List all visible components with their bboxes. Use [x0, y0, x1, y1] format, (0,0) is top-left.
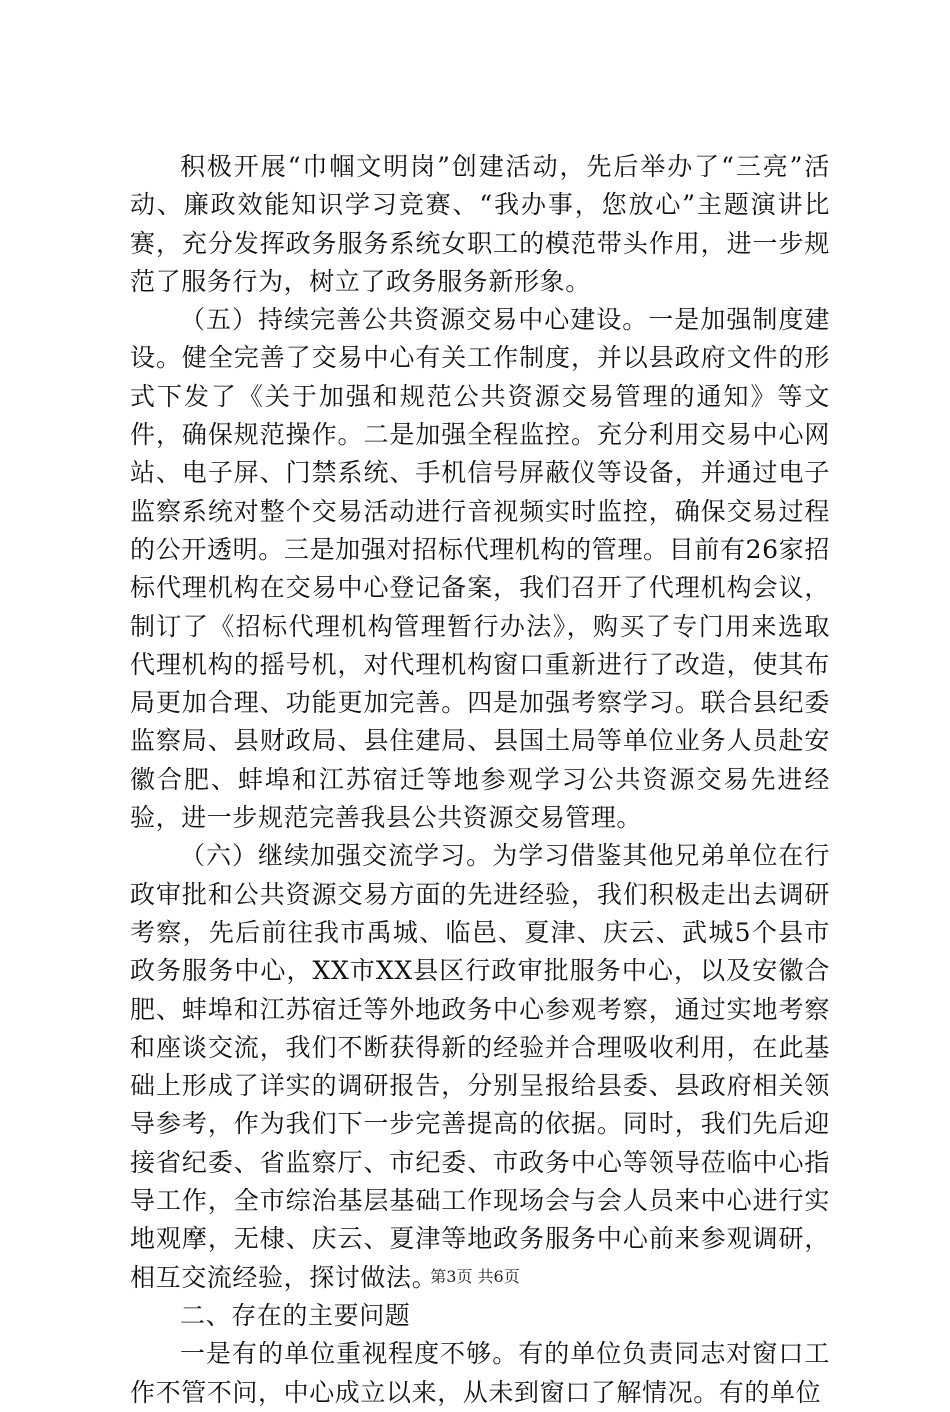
- page-number-footer: 第3页 共6页: [430, 1267, 520, 1286]
- paragraph-problem-1: 一是有的单位重视程度不够。有的单位负责同志对窗口工作不管不问，中心成立以来，从未到窗口了解情况。有的单位: [130, 1339, 830, 1407]
- paragraph-women-civilized-post: 积极开展“巾帼文明岗”创建活动，先后举办了“三亮”活动、廉政效能知识学习竞赛、“我办事，您放心”主题演讲比赛，充分发挥政务服务系统女职工的模范带头作用，进一步规范了服务行为，树立了政务服务新形象。: [130, 152, 830, 296]
- paragraph-section-6-exchange-learning: （六）继续加强交流学习。为学习借鉴其他兄弟单位在行政审批和公共资源交易方面的先进经验，我们积极走出去调研考察，先后前往我市禹城、临邑、夏津、庆云、武城5个县市政务服务中心，XX市XX县区行政审批服务中心，以及安徽合肥、蚌埠和江苏宿迁等外地政务中心参观考察，通过实地考察和座谈交流，我们不断获得新的经验并合理吸收利用，在此基础上形成了详实的调研报告，分别呈报给县委、县政府相关领导参考，作为我们下一步完善提高的依据。同时，我们先后迎接省纪委、省监察厅、市纪委、市政务中心等领导莅临中心指导工作，全市综治基层基础工作现场会与会人员来中心进行实地观摩，无棣、庆云、夏津等地政务服务中心前来参观调研，相互交流经验，探讨做法。: [130, 841, 830, 1292]
- document-body: [130, 148, 830, 1412]
- section-heading-main-problems: 二、存在的主要问题: [180, 1300, 411, 1330]
- paragraph-section-5-trading-center: （五）持续完善公共资源交易中心建设。一是加强制度建设。健全完善了交易中心有关工作制度，并以县政府文件的形式下发了《关于加强和规范公共资源交易管理的通知》等文件，确保规范操作。二是加强全程监控。充分利用交易中心网站、电子屏、门禁系统、手机信号屏蔽仪等设备，并通过电子监察系统对整个交易活动进行音视频实时监控，确保交易过程的公开透明。三是加强对招标代理机构的管理。目前有26家招标代理机构在交易中心登记备案，我们召开了代理机构会议，制订了《招标代理机构管理暂行办法》，购买了专门用来选取代理机构的摇号机，对代理机构窗口重新进行了改造，使其布局更加合理、功能更加完善。四是加强考察学习。联合县纪委监察局、县财政局、县住建局、县国土局等单位业务人员赴安徽合肥、蚌埠和江苏宿迁等地参观学习公共资源交易先进经验，进一步规范完善我县公共资源交易管理。: [130, 305, 830, 833]
